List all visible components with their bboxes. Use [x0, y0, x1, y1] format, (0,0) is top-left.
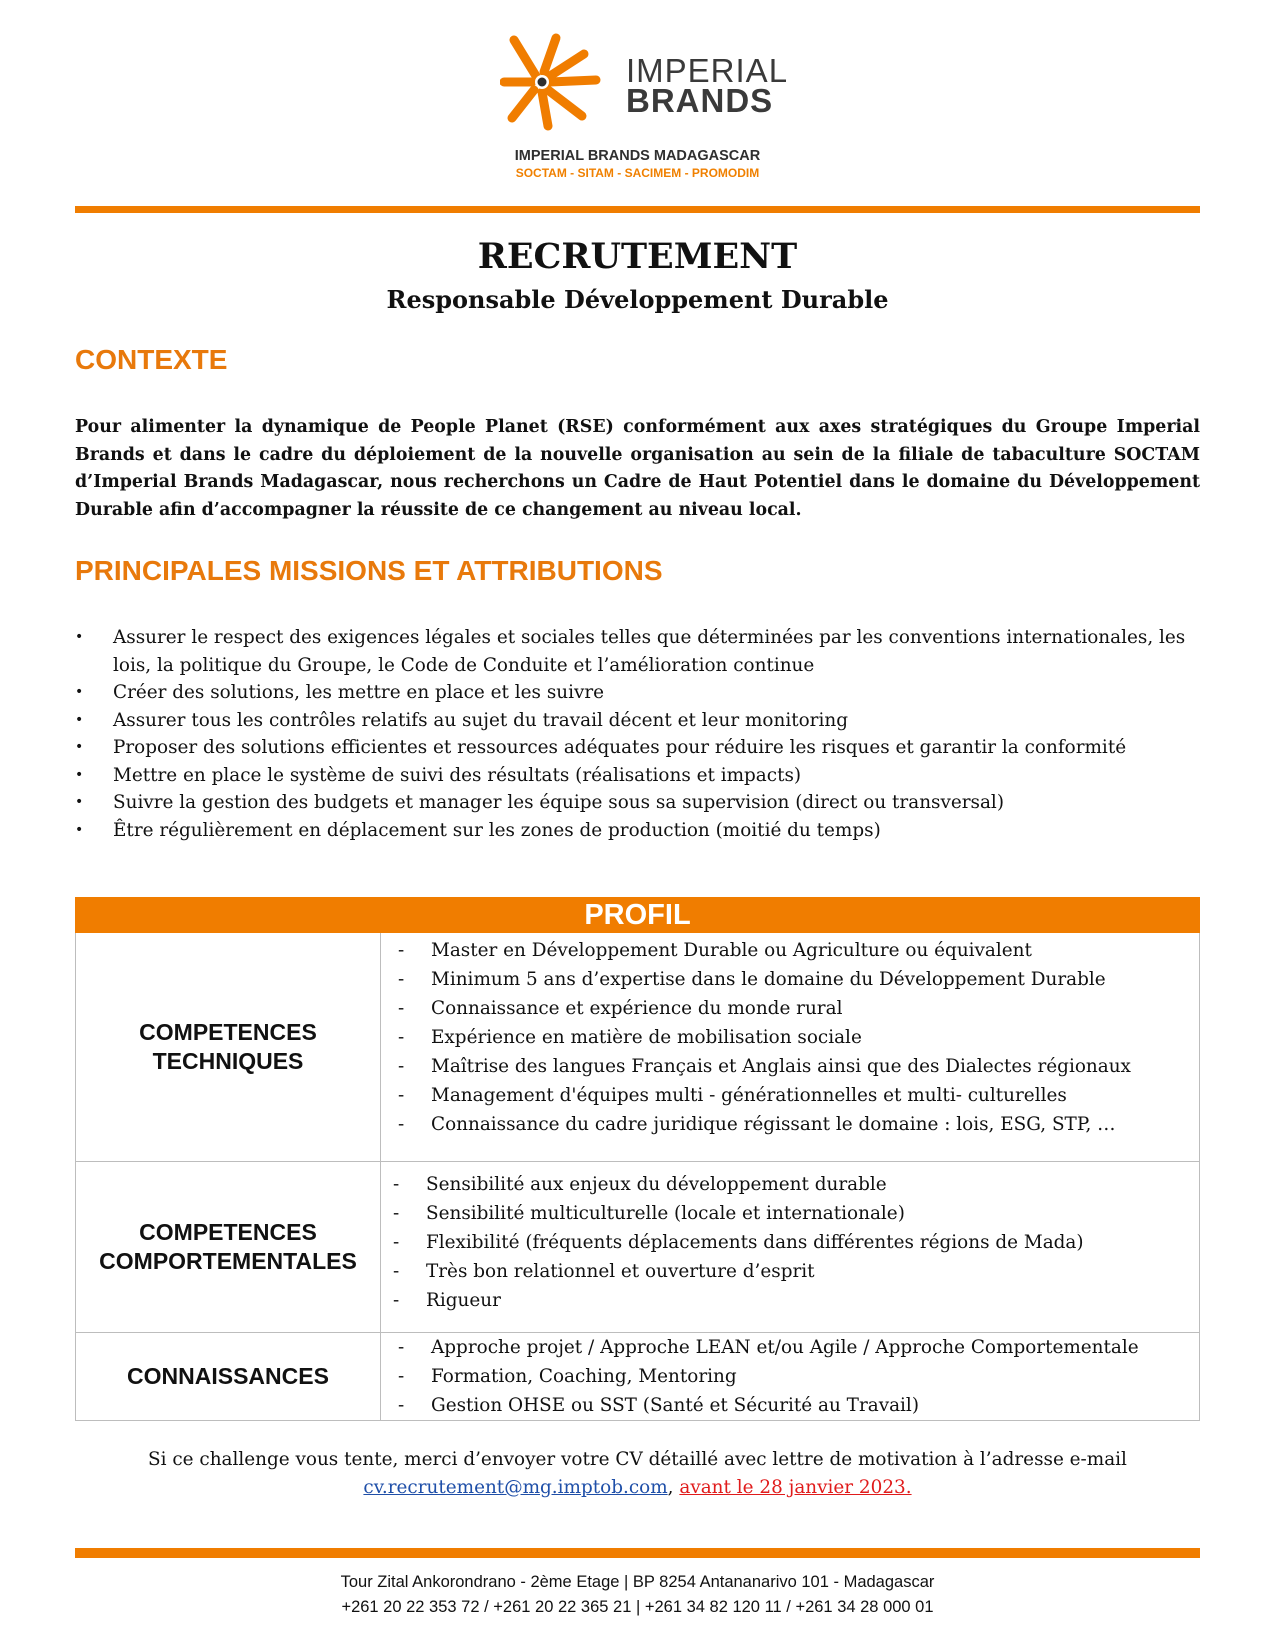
list-item	[393, 1170, 1199, 1199]
item-text: Management d'équipes multi - générationnelles et multi- culturelles	[431, 1085, 1067, 1106]
list-item	[75, 762, 1210, 790]
item-text: Rigueur	[426, 1290, 501, 1311]
page-title: RECRUTEMENT	[477, 236, 798, 277]
dash-icon: -	[393, 1174, 400, 1195]
dash-icon: -	[398, 1085, 405, 1106]
mission-text: Être régulièrement en déplacement sur les zones de production (moitié du temps)	[113, 819, 881, 841]
profil-table	[75, 897, 1200, 1421]
dash-icon: -	[398, 1395, 405, 1416]
mission-text: Proposer des solutions efficientes et ressources adéquates pour réduire les risques et garantir la conformité	[113, 737, 1127, 758]
contexte-paragraph: Pour alimenter la dynamique de People Planet (RSE) conformément aux axes stratégiques du Groupe Imperial Brands et dans le cadre du déploiement de la nouvelle organisation au sein de la filiale de tabaculture SOCTAM d’Imperial Brands Madagascar, nous recherchons un Cadre de Haut Potentiel dans le domaine du Développement Durable afin d’accompagner la réussite de ce changement au niveau local.	[75, 417, 1200, 520]
table-row	[75, 933, 1200, 1162]
dash-icon: -	[398, 998, 405, 1019]
list-item	[398, 1110, 1199, 1139]
bullet-icon: •	[75, 711, 84, 728]
profil-header: PROFIL	[75, 897, 1200, 933]
list-item	[398, 1333, 1199, 1362]
technical-skills-list	[381, 933, 1199, 1161]
list-item	[398, 936, 1199, 965]
item-text: Expérience en matière de mobilisation sociale	[431, 1027, 862, 1048]
list-item	[75, 734, 1210, 762]
knowledge-list	[381, 1333, 1199, 1420]
missions-list	[75, 624, 1210, 844]
item-text: Connaissance et expérience du monde rural	[431, 998, 843, 1019]
bullet-icon: •	[75, 739, 84, 755]
category-behavioral	[76, 1162, 381, 1332]
item-text: Sensibilité aux enjeux du développement durable	[426, 1174, 887, 1195]
list-item	[393, 1257, 1199, 1286]
list-item	[398, 1391, 1199, 1420]
closing-text: Si ce challenge vous tente, merci d’envoyer votre CV détaillé avec lettre de motivation à l’adresse e-mail	[148, 1449, 1127, 1470]
company-name: IMPERIAL BRANDS MADAGASCAR	[514, 148, 761, 164]
category-label: COMPETENCES TECHNIQUES	[139, 1019, 317, 1074]
table-row	[75, 1333, 1200, 1421]
footer-divider	[75, 1548, 1200, 1558]
mission-text: Assurer le respect des exigences légales et sociales telles que déterminées par les conventions internationales, les lois, la politique du Groupe, le Code de Conduite et l’amélioration continue	[113, 627, 1186, 676]
job-title: Responsable Développement Durable	[386, 285, 889, 314]
list-item	[393, 1286, 1199, 1315]
list-item	[75, 817, 1210, 845]
footer-address: Tour Zital Ankorondrano - 2ème Etage | BP 8254 Antananarivo 101 - Madagascar	[340, 1573, 935, 1591]
list-item	[75, 789, 1210, 817]
list-item	[75, 624, 1210, 679]
category-label: CONNAISSANCES	[127, 1363, 329, 1389]
item-text: Sensibilité multiculturelle (locale et internationale)	[426, 1203, 905, 1224]
list-item	[398, 965, 1199, 994]
dash-icon: -	[393, 1290, 400, 1311]
mission-text: Mettre en place le système de suivi des résultats (réalisations et impacts)	[113, 764, 802, 786]
dash-icon: -	[398, 969, 405, 990]
item-text: Formation, Coaching, Mentoring	[431, 1366, 737, 1387]
email-link[interactable]: cv.recrutement@mg.imptob.com	[363, 1477, 668, 1498]
mission-text: Suivre la gestion des budgets et manager les équipe sous sa supervision (direct ou transversal)	[113, 792, 1004, 813]
category-technical	[76, 933, 381, 1161]
category-knowledge	[76, 1333, 381, 1420]
category-label: COMPETENCES COMPORTEMENTALES	[99, 1219, 357, 1274]
mission-text: Assurer tous les contrôles relatifs au sujet du travail décent et leur monitoring	[113, 709, 848, 731]
list-item	[393, 1228, 1199, 1257]
subsidiaries-line: SOCTAM - SITAM - SACIMEM - PROMODIM	[515, 166, 760, 180]
list-item	[398, 994, 1199, 1023]
dash-icon: -	[393, 1261, 400, 1282]
logo-wordmark-imperial: IMPERIAL	[626, 52, 789, 89]
dash-icon: -	[398, 1114, 405, 1135]
bullet-icon: •	[75, 684, 84, 700]
list-item	[398, 1081, 1199, 1110]
list-item	[75, 679, 1210, 707]
dash-icon: -	[398, 940, 405, 961]
item-text: Connaissance du cadre juridique régissant le domaine : lois, ESG, STP, …	[431, 1114, 1116, 1135]
closing-paragraph	[0, 1446, 1275, 1502]
dash-icon: -	[398, 1366, 405, 1387]
list-item	[398, 1023, 1199, 1052]
dash-icon: -	[398, 1056, 405, 1077]
item-text: Approche projet / Approche LEAN et/ou Agile / Approche Comportementale	[431, 1337, 1139, 1358]
deadline-text: avant le 28 janvier 2023.	[679, 1477, 912, 1498]
item-text: Minimum 5 ans d’expertise dans le domaine du Développement Durable	[431, 969, 1106, 990]
behavioral-skills-list	[381, 1162, 1199, 1332]
dash-icon: -	[393, 1232, 400, 1253]
list-item	[393, 1199, 1199, 1228]
list-item	[75, 707, 1210, 735]
item-text: Très bon relationnel et ouverture d’esprit	[426, 1261, 815, 1282]
bullet-icon: •	[75, 629, 84, 645]
dash-icon: -	[398, 1337, 405, 1358]
imperial-brands-logo-icon	[500, 32, 610, 132]
item-text: Flexibilité (fréquents déplacements dans différentes régions de Mada)	[426, 1232, 1084, 1253]
bullet-icon: •	[75, 766, 84, 783]
contexte-heading: CONTEXTE	[75, 344, 228, 375]
header-divider	[75, 206, 1200, 213]
table-row	[75, 1162, 1200, 1333]
list-item	[398, 1052, 1199, 1081]
separator: ,	[667, 1477, 674, 1498]
bullet-icon: •	[75, 821, 84, 838]
item-text: Gestion OHSE ou SST (Santé et Sécurité au Travail)	[431, 1395, 919, 1416]
bullet-icon: •	[75, 794, 84, 810]
dash-icon: -	[398, 1027, 405, 1048]
mission-text: Créer des solutions, les mettre en place et les suivre	[113, 682, 605, 703]
logo-wordmark-brands: BRANDS	[626, 82, 774, 119]
item-text: Master en Développement Durable ou Agriculture ou équivalent	[431, 940, 1032, 961]
dash-icon: -	[393, 1203, 400, 1224]
footer-phones: +261 20 22 353 72 / +261 20 22 365 21 | +261 34 82 120 11 / +261 34 28 000 01	[341, 1598, 934, 1616]
item-text: Maîtrise des langues Français et Anglais ainsi que des Dialectes régionaux	[431, 1056, 1131, 1077]
list-item	[398, 1362, 1199, 1391]
missions-heading: PRINCIPALES MISSIONS ET ATTRIBUTIONS	[75, 555, 663, 586]
